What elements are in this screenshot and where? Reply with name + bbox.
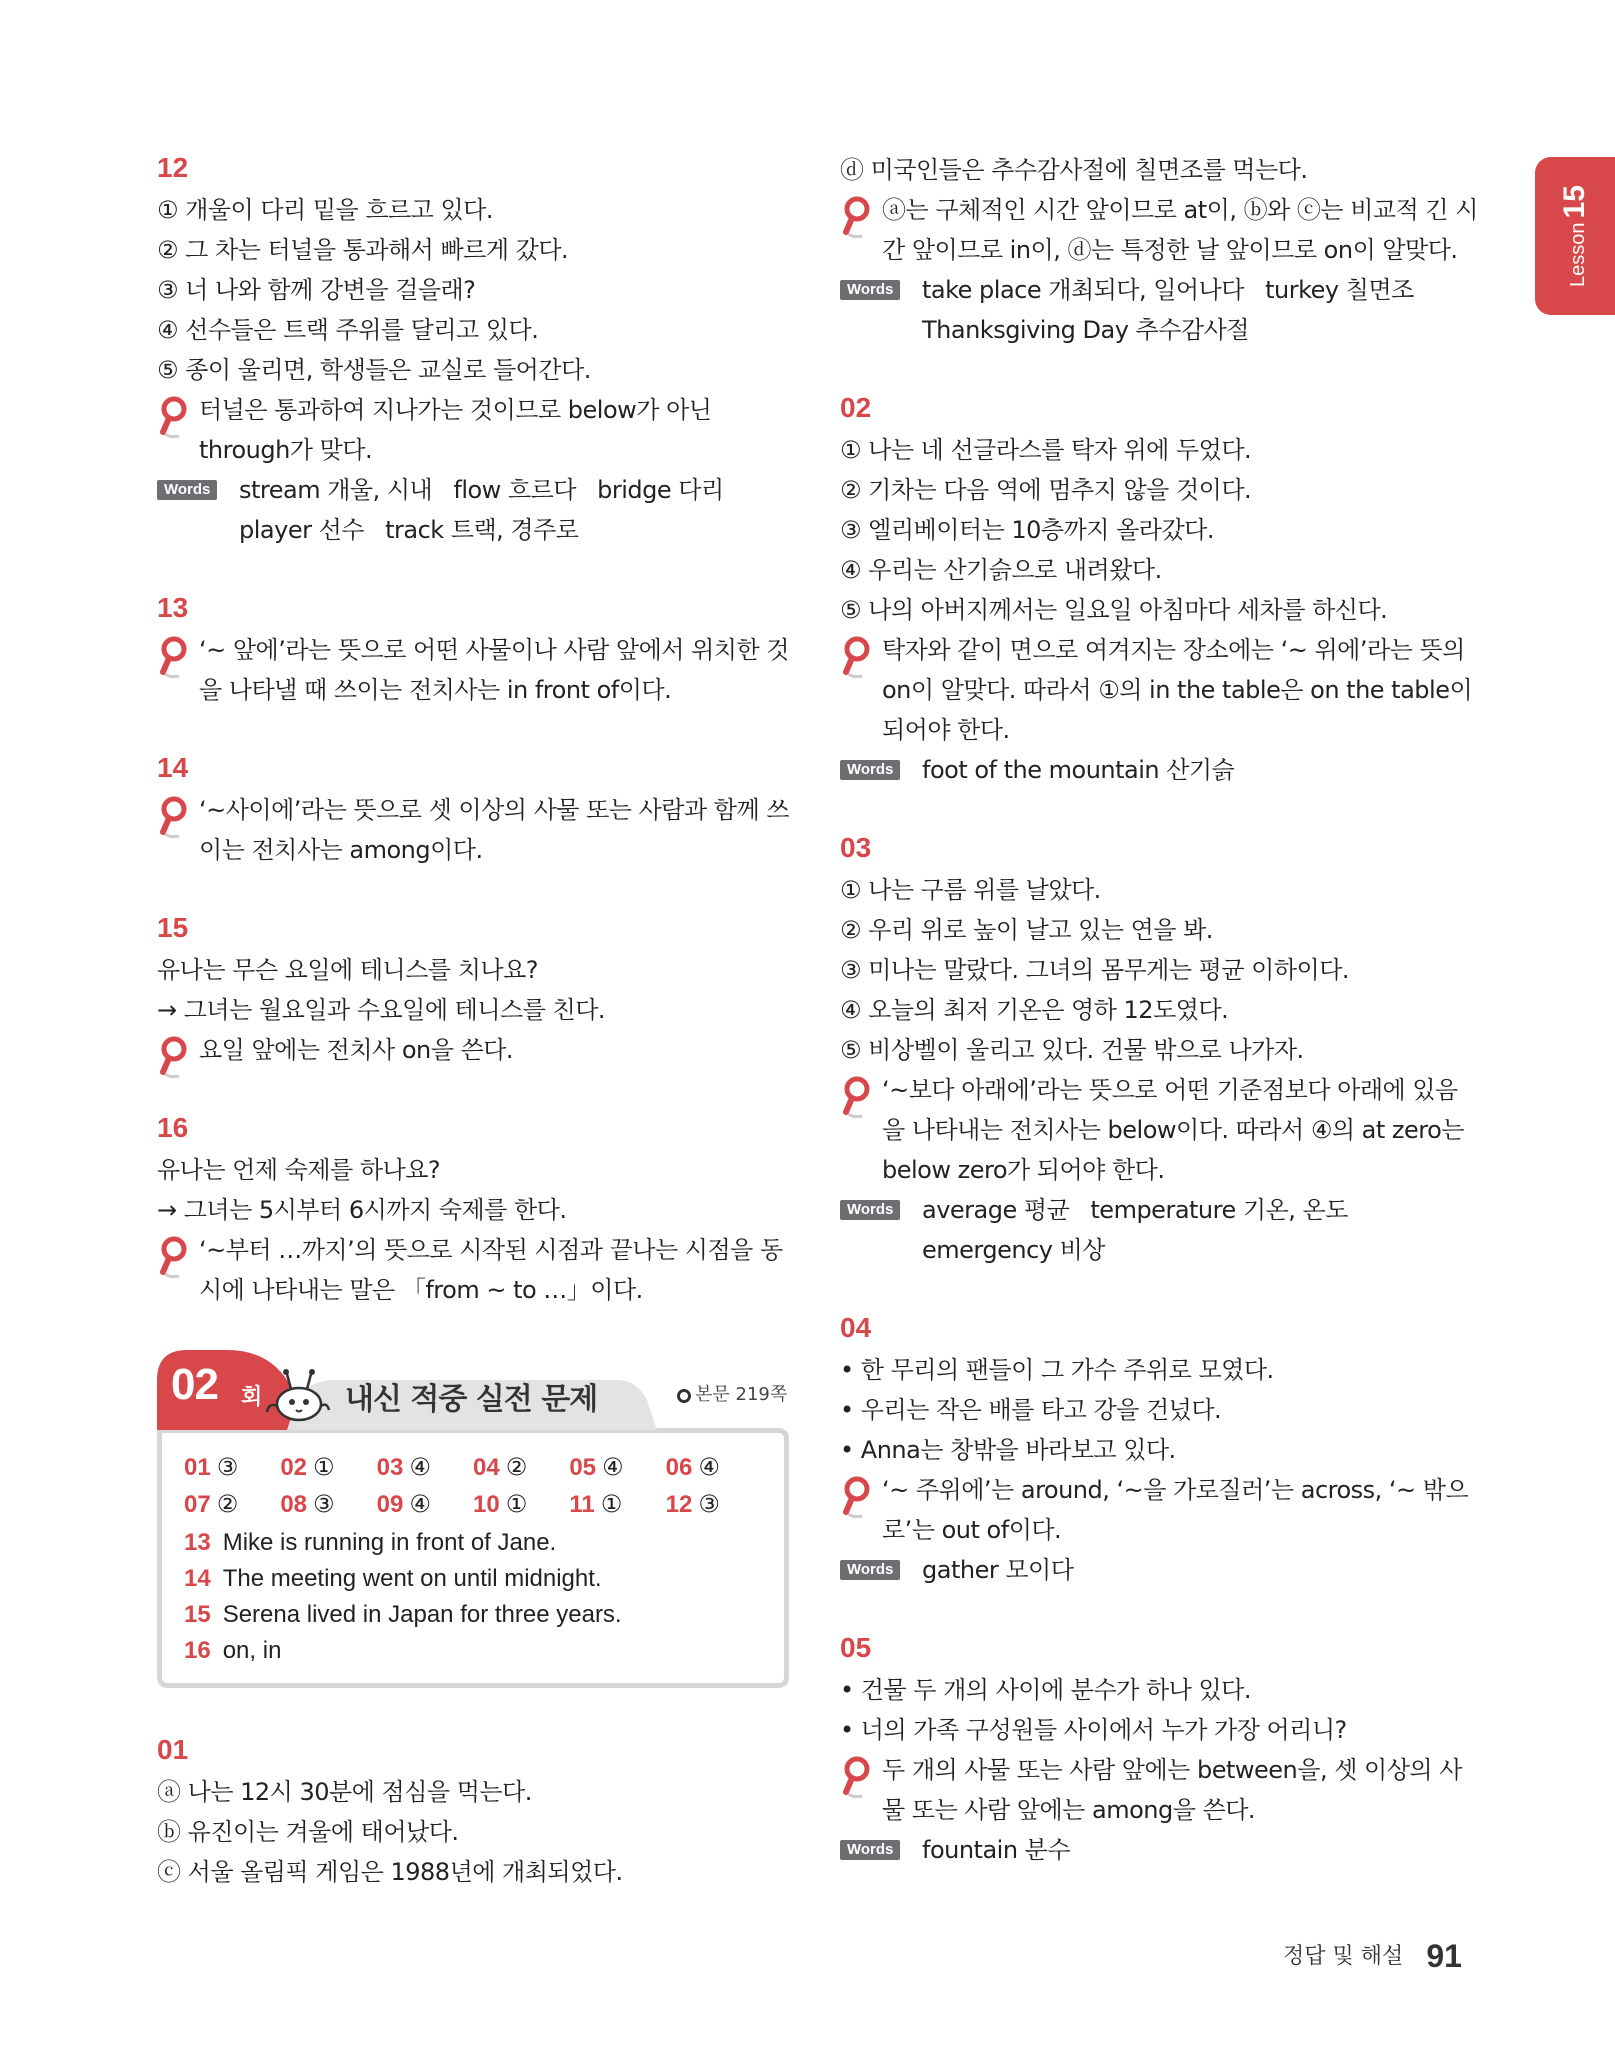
answer-value: ④ xyxy=(698,1453,720,1481)
answer-value: ① xyxy=(313,1453,335,1481)
word-entry: average 평균 xyxy=(922,1196,1070,1224)
words-list xyxy=(840,1550,1480,1590)
answer-item xyxy=(666,1488,762,1521)
translation-line: ⓑ 유진이는 겨울에 태어났다. xyxy=(157,1818,459,1846)
magnifier-icon xyxy=(159,796,189,840)
magnifier-icon xyxy=(842,1476,872,1520)
quiz-set-suffix: 회 xyxy=(241,1385,263,1410)
translation-line: ④ 선수들은 트랙 주위를 달리고 있다. xyxy=(157,316,539,344)
answer-value: Mike is running in front of Jane. xyxy=(222,1529,557,1556)
explanation-text: ‘~사이에’라는 뜻으로 셋 이상의 사물 또는 사람과 함께 쓰이는 전치사는 among이다. xyxy=(199,796,789,864)
answer-number: 16 xyxy=(184,1637,211,1664)
words-badge: Words xyxy=(157,480,217,500)
explanation xyxy=(840,1750,1480,1830)
answer-value: ③ xyxy=(313,1490,335,1518)
answer-sentence xyxy=(184,1525,762,1561)
translation-line: ② 그 차는 터널을 통과해서 빠르게 갔다. xyxy=(157,236,569,264)
question-13 xyxy=(157,590,797,710)
answer-number: 15 xyxy=(184,1601,211,1628)
answer-value: ③ xyxy=(216,1453,239,1481)
answer-key-header xyxy=(157,1350,789,1430)
answer-item xyxy=(280,1451,376,1484)
translation-line: ① 개울이 다리 밑을 흐르고 있다. xyxy=(157,196,493,224)
left-column xyxy=(157,150,797,1932)
magnifier-icon xyxy=(842,196,872,240)
explanation-text: 두 개의 사물 또는 사람 앞에는 between을, 셋 이상의 사물 또는 사람 앞에는 among을 쓴다. xyxy=(882,1756,1462,1824)
answer-value: ② xyxy=(505,1453,528,1481)
explanation xyxy=(840,1070,1480,1190)
magnifier-icon xyxy=(159,1036,189,1080)
answer-value: ④ xyxy=(409,1453,431,1481)
explanation-text: ‘~ 주위에’는 around, ‘~을 가로질러’는 across, ‘~ 밖으로’는 out of이다. xyxy=(882,1476,1469,1544)
lesson-label: Lesson xyxy=(1567,222,1589,287)
translation-line: • 한 무리의 팬들이 그 가수 주위로 모였다. xyxy=(840,1356,1274,1384)
page-reference xyxy=(677,1380,787,1406)
footer-label: 정답 및 해설 xyxy=(1283,1944,1404,1969)
translation-line: ⑤ 비상벨이 울리고 있다. 건물 밖으로 나가자. xyxy=(840,1036,1304,1064)
answer-item xyxy=(569,1451,665,1484)
explanation xyxy=(840,1470,1480,1550)
question-16 xyxy=(157,1110,797,1310)
word-entry: temperature 기온, 온도 xyxy=(1090,1196,1348,1224)
answer-number: 07 xyxy=(184,1491,211,1518)
page-reference-text: 본문 219쪽 xyxy=(695,1384,788,1405)
answer-number: 01 xyxy=(184,1454,211,1481)
question-number: 03 xyxy=(840,832,872,863)
translation-line: ⓓ 미국인들은 추수감사절에 칠면조를 먹는다. xyxy=(840,156,1308,184)
question-02 xyxy=(840,390,1480,790)
translation-line: • 건물 두 개의 사이에 분수가 하나 있다. xyxy=(840,1676,1251,1704)
answer-value: Serena lived in Japan for three years. xyxy=(222,1601,622,1628)
translation-line: ① 나는 네 선글라스를 탁자 위에 두었다. xyxy=(840,436,1252,464)
magnifier-icon xyxy=(159,1236,189,1280)
translation-line: ⓐ 나는 12시 30분에 점심을 먹는다. xyxy=(157,1778,532,1806)
explanation-text: ‘~보다 아래에’라는 뜻으로 어떤 기준점보다 아래에 있음을 나타내는 전치사는 below이다. 따라서 ④의 at zero는 below zero가 되어야 한다. xyxy=(882,1076,1464,1184)
answer-number: 03 xyxy=(376,1454,404,1481)
explanation-text: 탁자와 같이 면으로 여겨지는 장소에는 ‘~ 위에’라는 뜻의 on이 알맞다. 따라서 ①의 in the table은 on the table이 되어야 한다. xyxy=(882,636,1473,744)
answer-value: ① xyxy=(600,1490,623,1518)
question-number: 16 xyxy=(157,1112,189,1143)
answer-value: on, in xyxy=(222,1637,282,1664)
answer-item xyxy=(473,1451,569,1484)
answer-value: ② xyxy=(216,1490,239,1518)
word-entry: flow 흐르다 xyxy=(453,476,576,504)
translation-line: → 그녀는 월요일과 수요일에 테니스를 친다. xyxy=(157,996,606,1024)
mascot-icon xyxy=(261,1362,331,1426)
explanation xyxy=(840,190,1480,270)
answer-item xyxy=(569,1488,665,1521)
word-entry: take place 개최되다, 일어나다 xyxy=(922,276,1244,304)
translation-line: ④ 우리는 산기슭으로 내려왔다. xyxy=(840,556,1162,584)
explanation xyxy=(157,790,797,870)
translation-line: → 그녀는 5시부터 6시까지 숙제를 한다. xyxy=(157,1196,567,1224)
right-column xyxy=(840,150,1480,1910)
answer-item xyxy=(377,1488,473,1521)
explanation-text: 터널은 통과하여 지나가는 것이므로 below가 아닌 through가 맞다. xyxy=(199,396,712,464)
explanation-text: ‘~부터 …까지’의 뜻으로 시작된 시점과 끝나는 시점을 동시에 나타내는 말은 「from ~ to …」이다. xyxy=(199,1236,783,1304)
words-badge: Words xyxy=(840,1840,900,1860)
words-badge: Words xyxy=(840,760,900,780)
question-number: 15 xyxy=(157,912,189,943)
magnifier-icon xyxy=(159,396,189,440)
answer-item xyxy=(184,1451,280,1484)
question-01 xyxy=(157,1732,797,1892)
explanation xyxy=(157,630,797,710)
translation-line: ② 우리 위로 높이 날고 있는 연을 봐. xyxy=(840,916,1213,944)
question-number: 05 xyxy=(840,1632,872,1663)
answer-sentence xyxy=(184,1633,762,1669)
word-entry: gather 모이다 xyxy=(922,1556,1074,1584)
word-entry: Thanksgiving Day 추수감사절 xyxy=(922,316,1249,344)
answer-number: 04 xyxy=(473,1454,500,1481)
answer-item xyxy=(473,1488,569,1521)
answer-number: 06 xyxy=(665,1454,693,1481)
reference-dot-icon xyxy=(677,1389,691,1403)
translation-line: ⓒ 서울 올림픽 게임은 1988년에 개최되었다. xyxy=(157,1858,623,1886)
words-list xyxy=(840,1190,1480,1270)
question-01-continued xyxy=(840,150,1480,350)
answer-key-box xyxy=(157,1350,789,1688)
explanation xyxy=(840,630,1480,750)
answer-item xyxy=(377,1451,473,1484)
question-number: 04 xyxy=(840,1312,872,1343)
question-03 xyxy=(840,830,1480,1270)
translation-line: ③ 너 나와 함께 강변을 걸을래? xyxy=(157,276,476,304)
answer-sentence xyxy=(184,1597,762,1633)
explanation xyxy=(157,390,797,470)
answer-number: 08 xyxy=(280,1491,308,1518)
answer-number: 02 xyxy=(280,1454,308,1481)
answer-value: The meeting went on until midnight. xyxy=(222,1565,602,1592)
words-list xyxy=(840,270,1480,350)
quiz-set-number: 02 xyxy=(171,1360,218,1409)
explanation xyxy=(157,1030,797,1070)
answer-sentence xyxy=(184,1561,762,1597)
word-entry: turkey 칠면조 xyxy=(1265,276,1414,304)
question-number: 02 xyxy=(840,392,872,423)
answer-number: 13 xyxy=(184,1529,211,1556)
word-entry: player 선수 xyxy=(239,516,364,544)
translation-line: • 우리는 작은 배를 타고 강을 건넜다. xyxy=(840,1396,1222,1424)
translation-line: ③ 미나는 말랐다. 그녀의 몸무게는 평균 이하이다. xyxy=(840,956,1350,984)
lesson-number: 15 xyxy=(1558,185,1591,219)
word-entry: foot of the mountain 산기슭 xyxy=(922,756,1235,784)
answer-value: ④ xyxy=(602,1453,624,1481)
translation-line: ⑤ 나의 아버지께서는 일요일 아침마다 세차를 하신다. xyxy=(840,596,1388,624)
explanation xyxy=(157,1230,797,1310)
translation-line: ⑤ 종이 울리면, 학생들은 교실로 들어간다. xyxy=(157,356,591,384)
word-entry: fountain 분수 xyxy=(922,1836,1071,1864)
magnifier-icon xyxy=(842,1076,872,1120)
question-12 xyxy=(157,150,797,550)
answer-key-body xyxy=(157,1428,789,1688)
word-entry: bridge 다리 xyxy=(597,476,724,504)
words-badge: Words xyxy=(840,280,900,300)
answer-value: ③ xyxy=(698,1490,720,1518)
quiz-title: 내신 적중 실전 문제 xyxy=(345,1382,598,1417)
translation-line: ③ 엘리베이터는 10층까지 올라갔다. xyxy=(840,516,1214,544)
explanation-text: ‘~ 앞에’라는 뜻으로 어떤 사물이나 사람 앞에서 위치한 것을 나타낼 때 쓰이는 전치사는 in front of이다. xyxy=(199,636,789,704)
magnifier-icon xyxy=(159,636,189,680)
answer-number: 05 xyxy=(569,1454,597,1481)
answer-item xyxy=(184,1488,280,1521)
answer-value: ④ xyxy=(409,1490,431,1518)
question-04 xyxy=(840,1310,1480,1590)
lesson-side-tab xyxy=(1535,157,1615,315)
answer-value: ① xyxy=(505,1490,528,1518)
answer-item xyxy=(280,1488,376,1521)
translation-line: • 너의 가족 구성원들 사이에서 누가 가장 어리니? xyxy=(840,1716,1347,1744)
translation-line: ② 기차는 다음 역에 멈추지 않을 것이다. xyxy=(840,476,1252,504)
word-entry: stream 개울, 시내 xyxy=(239,476,433,504)
translation-line: ④ 오늘의 최저 기온은 영하 12도였다. xyxy=(840,996,1229,1024)
words-list xyxy=(840,750,1480,790)
answer-number: 14 xyxy=(184,1565,211,1592)
question-number: 14 xyxy=(157,752,189,783)
answer-number: 11 xyxy=(569,1491,595,1518)
words-badge: Words xyxy=(840,1560,900,1580)
page-footer xyxy=(1283,1938,1462,1975)
page-number: 91 xyxy=(1426,1938,1462,1974)
words-badge: Words xyxy=(840,1200,900,1220)
question-number: 01 xyxy=(157,1734,189,1765)
answer-item xyxy=(666,1451,762,1484)
translation-line: 유나는 언제 숙제를 하나요? xyxy=(157,1156,441,1184)
answer-number: 09 xyxy=(376,1491,404,1518)
explanation-text: ⓐ는 구체적인 시간 앞이므로 at이, ⓑ와 ⓒ는 비교적 긴 시간 앞이므로 in이, ⓓ는 특정한 날 앞이므로 on이 알맞다. xyxy=(882,196,1478,264)
answer-grid xyxy=(184,1451,762,1521)
question-15 xyxy=(157,910,797,1070)
magnifier-icon xyxy=(842,636,872,680)
magnifier-icon xyxy=(842,1756,872,1800)
translation-line: • Anna는 창밖을 바라보고 있다. xyxy=(840,1436,1176,1464)
words-list xyxy=(157,470,797,550)
answer-number: 12 xyxy=(665,1491,693,1518)
question-number: 13 xyxy=(157,592,189,623)
question-number: 12 xyxy=(157,152,189,183)
question-14 xyxy=(157,750,797,870)
translation-line: 유나는 무슨 요일에 테니스를 치나요? xyxy=(157,956,539,984)
word-entry: track 트랙, 경주로 xyxy=(385,516,579,544)
translation-line: ① 나는 구름 위를 날았다. xyxy=(840,876,1101,904)
answer-number: 10 xyxy=(473,1491,500,1518)
explanation-text: 요일 앞에는 전치사 on을 쓴다. xyxy=(199,1036,514,1064)
words-list xyxy=(840,1830,1480,1870)
question-05 xyxy=(840,1630,1480,1870)
word-entry: emergency 비상 xyxy=(922,1236,1105,1264)
